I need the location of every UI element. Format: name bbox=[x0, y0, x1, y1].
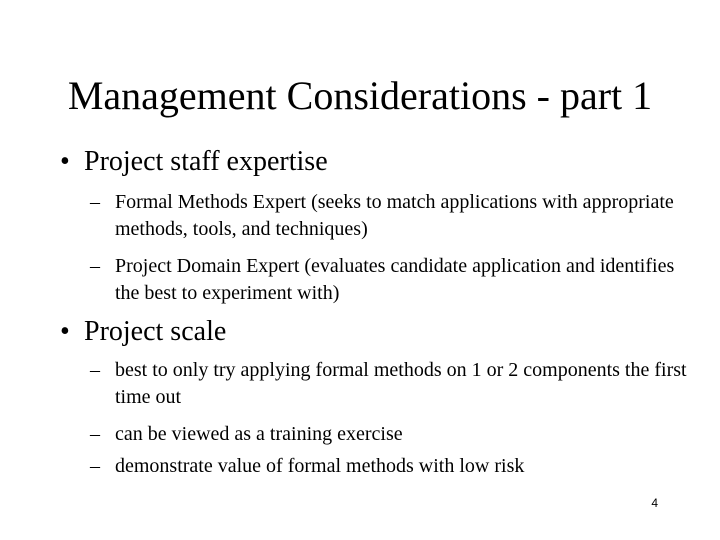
sub-bullet-best-to-try bbox=[90, 357, 690, 411]
dash-icon: – bbox=[90, 359, 100, 381]
sub-bullet-text: Formal Methods Expert (seeks to match applications with appropriate methods, tools, and techniques) bbox=[115, 191, 674, 240]
bullet-icon: • bbox=[60, 316, 70, 347]
dash-icon: – bbox=[90, 423, 100, 445]
sub-bullet-training-exercise bbox=[90, 421, 690, 448]
dash-icon: – bbox=[90, 455, 100, 477]
sub-bullet-text: demonstrate value of formal methods with low risk bbox=[115, 455, 525, 477]
dash-icon: – bbox=[90, 255, 100, 277]
bullet-heading: Project staff expertise bbox=[84, 146, 328, 177]
bullet-icon: • bbox=[60, 146, 70, 177]
sub-bullet-demonstrate-value bbox=[90, 453, 690, 480]
sub-bullet-text: best to only try applying formal methods on 1 or 2 components the first time out bbox=[115, 359, 687, 408]
slide-title: Management Considerations - part 1 bbox=[67, 73, 653, 118]
page-number: 4 bbox=[651, 496, 658, 510]
bullet-heading: Project scale bbox=[84, 316, 227, 347]
sub-bullet-project-domain-expert bbox=[90, 253, 690, 307]
sub-bullet-text: Project Domain Expert (evaluates candidate application and identifies the best to experiment with) bbox=[115, 255, 675, 304]
sub-bullet-formal-methods-expert bbox=[90, 189, 690, 243]
dash-icon: – bbox=[90, 191, 100, 213]
sub-bullet-text: can be viewed as a training exercise bbox=[115, 423, 403, 445]
